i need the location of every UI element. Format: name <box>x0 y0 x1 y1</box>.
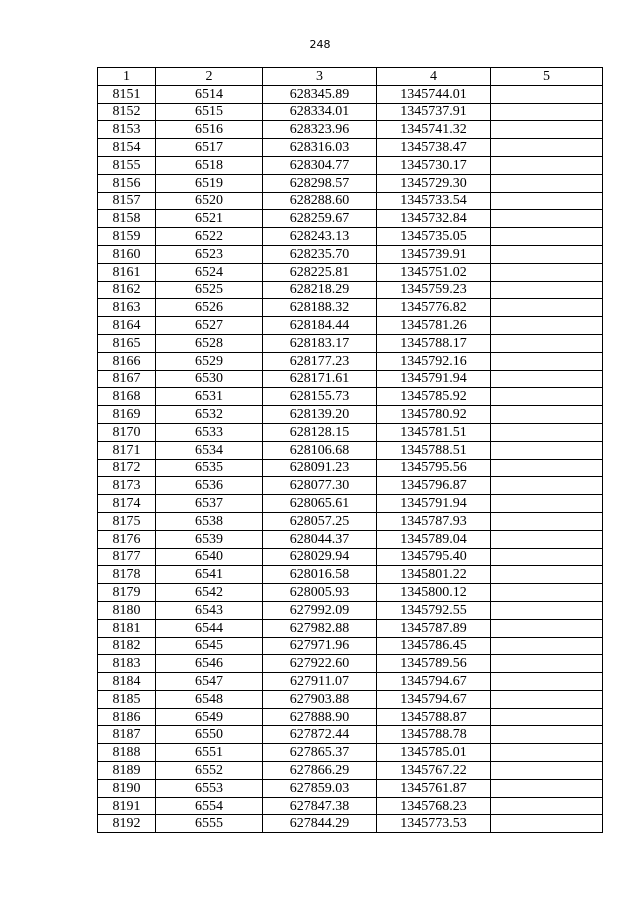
table-cell: 8183 <box>98 655 156 673</box>
table-cell: 628139.20 <box>263 406 377 424</box>
table-cell: 8160 <box>98 245 156 263</box>
column-header: 4 <box>377 68 491 86</box>
table-cell: 1345767.22 <box>377 762 491 780</box>
table-row <box>98 245 603 263</box>
table-row <box>98 655 603 673</box>
table-row <box>98 441 603 459</box>
table-cell: 1345791.94 <box>377 495 491 513</box>
table-cell: 1345794.67 <box>377 673 491 691</box>
table-cell: 628171.61 <box>263 370 377 388</box>
table-cell: 8188 <box>98 744 156 762</box>
table-cell: 6554 <box>156 797 263 815</box>
table-cell <box>491 228 603 246</box>
table-cell: 6525 <box>156 281 263 299</box>
table-cell <box>491 708 603 726</box>
table-cell: 628057.25 <box>263 512 377 530</box>
table-cell: 6518 <box>156 156 263 174</box>
table-cell: 8169 <box>98 406 156 424</box>
table-cell: 627903.88 <box>263 690 377 708</box>
column-header: 2 <box>156 68 263 86</box>
table-cell: 6529 <box>156 352 263 370</box>
table-cell: 628298.57 <box>263 174 377 192</box>
table-cell: 1345795.56 <box>377 459 491 477</box>
table-cell: 627982.88 <box>263 619 377 637</box>
table-cell: 8155 <box>98 156 156 174</box>
table-cell <box>491 192 603 210</box>
table-cell: 6541 <box>156 566 263 584</box>
table-cell: 6520 <box>156 192 263 210</box>
table-cell: 6555 <box>156 815 263 833</box>
table-cell: 1345780.92 <box>377 406 491 424</box>
table-cell: 6551 <box>156 744 263 762</box>
table-row <box>98 619 603 637</box>
table-cell <box>491 530 603 548</box>
table-cell: 1345776.82 <box>377 299 491 317</box>
table-cell: 628323.96 <box>263 121 377 139</box>
table-cell: 628345.89 <box>263 85 377 103</box>
table-cell <box>491 352 603 370</box>
table-cell <box>491 619 603 637</box>
table-cell: 628188.32 <box>263 299 377 317</box>
table-cell: 6526 <box>156 299 263 317</box>
table-cell <box>491 103 603 121</box>
table-cell <box>491 548 603 566</box>
table-cell: 8171 <box>98 441 156 459</box>
table-cell: 628243.13 <box>263 228 377 246</box>
table-cell: 8154 <box>98 139 156 157</box>
table-row <box>98 762 603 780</box>
column-header: 5 <box>491 68 603 86</box>
table-cell: 1345741.32 <box>377 121 491 139</box>
table-cell <box>491 797 603 815</box>
table-cell <box>491 690 603 708</box>
table-row <box>98 121 603 139</box>
table-cell: 1345787.89 <box>377 619 491 637</box>
table-cell: 628304.77 <box>263 156 377 174</box>
table-cell: 8163 <box>98 299 156 317</box>
table-row <box>98 334 603 352</box>
table-cell <box>491 423 603 441</box>
table-cell: 8175 <box>98 512 156 530</box>
table-cell: 6519 <box>156 174 263 192</box>
table-cell: 628316.03 <box>263 139 377 157</box>
table-row <box>98 726 603 744</box>
table-cell <box>491 744 603 762</box>
table-cell: 1345791.94 <box>377 370 491 388</box>
table-cell: 8165 <box>98 334 156 352</box>
table-cell: 628334.01 <box>263 103 377 121</box>
table-cell: 6537 <box>156 495 263 513</box>
table-cell <box>491 815 603 833</box>
table-cell: 8182 <box>98 637 156 655</box>
table-cell: 6536 <box>156 477 263 495</box>
table-cell: 627872.44 <box>263 726 377 744</box>
table-cell: 6534 <box>156 441 263 459</box>
table-cell: 8179 <box>98 584 156 602</box>
table-cell: 8152 <box>98 103 156 121</box>
table-cell: 627859.03 <box>263 779 377 797</box>
table-cell: 8191 <box>98 797 156 815</box>
table-cell: 1345785.92 <box>377 388 491 406</box>
table-cell <box>491 281 603 299</box>
table-row <box>98 370 603 388</box>
table-cell <box>491 459 603 477</box>
table-cell: 6546 <box>156 655 263 673</box>
table-header-row <box>98 68 603 86</box>
table-cell: 1345786.45 <box>377 637 491 655</box>
table-cell: 628128.15 <box>263 423 377 441</box>
table-row <box>98 548 603 566</box>
table-cell <box>491 388 603 406</box>
table-cell <box>491 441 603 459</box>
table-row <box>98 566 603 584</box>
table-cell <box>491 512 603 530</box>
table-cell <box>491 584 603 602</box>
table-cell: 8168 <box>98 388 156 406</box>
table-cell: 6545 <box>156 637 263 655</box>
table-cell: 628005.93 <box>263 584 377 602</box>
table-cell: 8187 <box>98 726 156 744</box>
table-row <box>98 512 603 530</box>
table-cell: 1345735.05 <box>377 228 491 246</box>
table-cell: 6522 <box>156 228 263 246</box>
table-cell: 6516 <box>156 121 263 139</box>
table-row <box>98 317 603 335</box>
table-cell: 1345759.23 <box>377 281 491 299</box>
table-body <box>98 85 603 832</box>
table-cell: 8189 <box>98 762 156 780</box>
table-row <box>98 459 603 477</box>
table-cell: 6543 <box>156 601 263 619</box>
table-cell: 627844.29 <box>263 815 377 833</box>
table-cell: 628225.81 <box>263 263 377 281</box>
table-cell: 1345792.16 <box>377 352 491 370</box>
table-cell: 8158 <box>98 210 156 228</box>
table-cell: 1345733.54 <box>377 192 491 210</box>
table-cell: 1345761.87 <box>377 779 491 797</box>
table-cell: 628065.61 <box>263 495 377 513</box>
table-cell: 8186 <box>98 708 156 726</box>
coordinates-table <box>97 67 603 833</box>
table-cell: 628077.30 <box>263 477 377 495</box>
table-cell: 627992.09 <box>263 601 377 619</box>
table-cell: 1345788.78 <box>377 726 491 744</box>
table-cell: 6524 <box>156 263 263 281</box>
table-cell: 6548 <box>156 690 263 708</box>
table-cell: 8173 <box>98 477 156 495</box>
table-cell: 1345800.12 <box>377 584 491 602</box>
table-row <box>98 690 603 708</box>
table-row <box>98 299 603 317</box>
table-cell <box>491 174 603 192</box>
table-cell: 6544 <box>156 619 263 637</box>
table-cell: 628155.73 <box>263 388 377 406</box>
table-cell: 1345738.47 <box>377 139 491 157</box>
table-row <box>98 85 603 103</box>
table-cell: 8151 <box>98 85 156 103</box>
table-cell: 8164 <box>98 317 156 335</box>
table-cell: 8185 <box>98 690 156 708</box>
table-cell: 1345801.22 <box>377 566 491 584</box>
table-cell: 628184.44 <box>263 317 377 335</box>
table-cell <box>491 726 603 744</box>
table-cell: 1345787.93 <box>377 512 491 530</box>
table-cell: 6535 <box>156 459 263 477</box>
table-cell: 1345781.26 <box>377 317 491 335</box>
table-cell: 628091.23 <box>263 459 377 477</box>
table-cell: 6550 <box>156 726 263 744</box>
table-cell: 1345794.67 <box>377 690 491 708</box>
table-cell <box>491 156 603 174</box>
table-cell: 8192 <box>98 815 156 833</box>
table-cell: 6549 <box>156 708 263 726</box>
table-cell: 1345792.55 <box>377 601 491 619</box>
table-cell: 627971.96 <box>263 637 377 655</box>
table-row <box>98 281 603 299</box>
table-cell: 8161 <box>98 263 156 281</box>
table-cell: 8156 <box>98 174 156 192</box>
table-row <box>98 423 603 441</box>
table-cell: 6528 <box>156 334 263 352</box>
table-cell: 8162 <box>98 281 156 299</box>
table-cell: 1345788.17 <box>377 334 491 352</box>
table-row <box>98 584 603 602</box>
table-cell: 1345729.30 <box>377 174 491 192</box>
table-cell: 8153 <box>98 121 156 139</box>
table-cell: 8190 <box>98 779 156 797</box>
table-cell: 6547 <box>156 673 263 691</box>
table-cell: 8172 <box>98 459 156 477</box>
table-cell: 6517 <box>156 139 263 157</box>
table-cell: 627911.07 <box>263 673 377 691</box>
table-row <box>98 673 603 691</box>
table-cell <box>491 263 603 281</box>
table-cell: 628029.94 <box>263 548 377 566</box>
table-cell <box>491 495 603 513</box>
table-cell <box>491 121 603 139</box>
table-cell: 1345730.17 <box>377 156 491 174</box>
table-cell: 6530 <box>156 370 263 388</box>
table-cell <box>491 637 603 655</box>
table-cell: 1345789.04 <box>377 530 491 548</box>
table-cell: 6539 <box>156 530 263 548</box>
table-cell: 8170 <box>98 423 156 441</box>
table-cell: 1345737.91 <box>377 103 491 121</box>
table-cell: 1345773.53 <box>377 815 491 833</box>
table-row <box>98 263 603 281</box>
table-cell: 1345739.91 <box>377 245 491 263</box>
table-row <box>98 352 603 370</box>
table-cell <box>491 299 603 317</box>
table-cell: 6538 <box>156 512 263 530</box>
table-cell: 627922.60 <box>263 655 377 673</box>
table-cell <box>491 210 603 228</box>
table-row <box>98 708 603 726</box>
table-cell: 6552 <box>156 762 263 780</box>
table-row <box>98 156 603 174</box>
table-row <box>98 744 603 762</box>
table-cell: 1345795.40 <box>377 548 491 566</box>
table-row <box>98 406 603 424</box>
table-row <box>98 637 603 655</box>
table-cell: 8178 <box>98 566 156 584</box>
table-row <box>98 797 603 815</box>
table-row <box>98 495 603 513</box>
table-cell: 1345785.01 <box>377 744 491 762</box>
table-cell: 6514 <box>156 85 263 103</box>
table-cell: 8180 <box>98 601 156 619</box>
table-row <box>98 388 603 406</box>
page-number: 248 <box>309 38 331 51</box>
table-cell: 628288.60 <box>263 192 377 210</box>
table-cell: 627888.90 <box>263 708 377 726</box>
table-cell: 628183.17 <box>263 334 377 352</box>
table-cell: 8167 <box>98 370 156 388</box>
table-cell <box>491 655 603 673</box>
table-cell: 1345768.23 <box>377 797 491 815</box>
table-row <box>98 228 603 246</box>
table-cell: 8181 <box>98 619 156 637</box>
table-cell: 8176 <box>98 530 156 548</box>
table-cell: 6540 <box>156 548 263 566</box>
table-cell: 1345788.51 <box>377 441 491 459</box>
table-cell: 1345781.51 <box>377 423 491 441</box>
column-header: 1 <box>98 68 156 86</box>
table-cell: 1345751.02 <box>377 263 491 281</box>
table-cell: 627866.29 <box>263 762 377 780</box>
table-cell <box>491 334 603 352</box>
table-cell: 628218.29 <box>263 281 377 299</box>
table-cell: 628235.70 <box>263 245 377 263</box>
table-cell <box>491 566 603 584</box>
table-cell: 6533 <box>156 423 263 441</box>
column-header: 3 <box>263 68 377 86</box>
table-cell <box>491 85 603 103</box>
table-cell: 8166 <box>98 352 156 370</box>
table-row <box>98 192 603 210</box>
table-cell: 6523 <box>156 245 263 263</box>
table-row <box>98 174 603 192</box>
table-cell: 628016.58 <box>263 566 377 584</box>
table-cell: 627847.38 <box>263 797 377 815</box>
table-cell: 1345732.84 <box>377 210 491 228</box>
table-row <box>98 779 603 797</box>
table-cell: 1345796.87 <box>377 477 491 495</box>
table-cell <box>491 317 603 335</box>
table-cell: 8177 <box>98 548 156 566</box>
table-cell: 627865.37 <box>263 744 377 762</box>
table-cell: 628106.68 <box>263 441 377 459</box>
table-row <box>98 103 603 121</box>
table-cell <box>491 370 603 388</box>
table-cell: 6542 <box>156 584 263 602</box>
table-cell: 628259.67 <box>263 210 377 228</box>
table-cell: 1345788.87 <box>377 708 491 726</box>
table-cell: 8157 <box>98 192 156 210</box>
table-cell <box>491 673 603 691</box>
table-row <box>98 530 603 548</box>
table-cell: 6532 <box>156 406 263 424</box>
table-row <box>98 477 603 495</box>
table-cell <box>491 762 603 780</box>
table-row <box>98 210 603 228</box>
table-cell: 6515 <box>156 103 263 121</box>
table-cell: 6531 <box>156 388 263 406</box>
table-cell: 6553 <box>156 779 263 797</box>
table-cell: 6521 <box>156 210 263 228</box>
table-cell <box>491 779 603 797</box>
table-cell: 628177.23 <box>263 352 377 370</box>
table-cell <box>491 245 603 263</box>
table-row <box>98 815 603 833</box>
table-row <box>98 139 603 157</box>
table-cell: 8184 <box>98 673 156 691</box>
table-cell: 8159 <box>98 228 156 246</box>
table-cell: 1345744.01 <box>377 85 491 103</box>
table-cell: 6527 <box>156 317 263 335</box>
table-cell <box>491 477 603 495</box>
table-cell: 8174 <box>98 495 156 513</box>
table-cell <box>491 139 603 157</box>
table-cell <box>491 601 603 619</box>
table-cell: 628044.37 <box>263 530 377 548</box>
table-row <box>98 601 603 619</box>
table-cell <box>491 406 603 424</box>
table-cell: 1345789.56 <box>377 655 491 673</box>
